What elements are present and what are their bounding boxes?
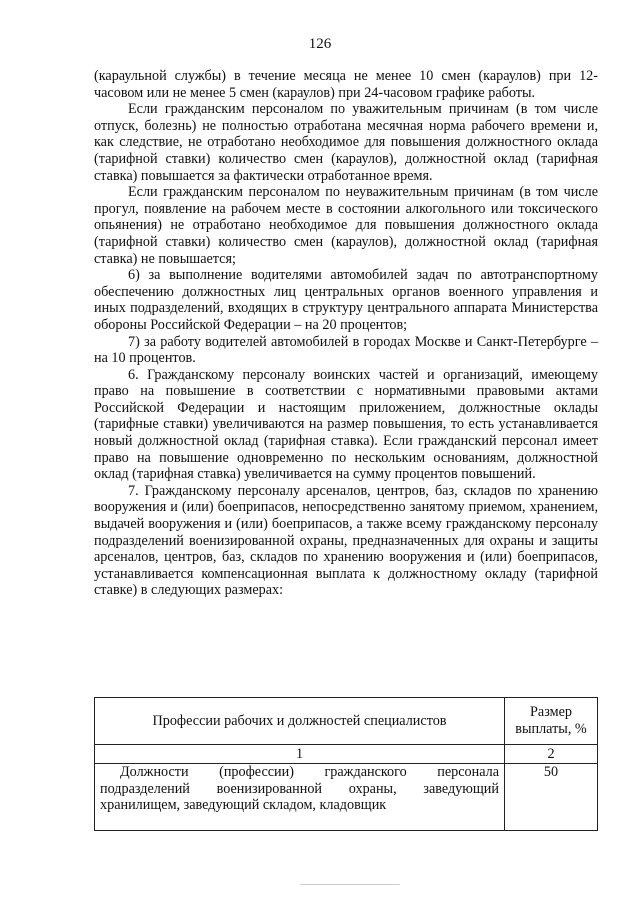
row-size: 50 [505, 764, 598, 831]
paragraph-item-6-drivers: 6) за выполнение водителями автомобилей задач по автотранспортному обеспечению должностных лиц центральных органов военного управления и иных подразделений, входящих в структуру центрального аппарата Министерства обороны Российской Федерации – на 20 процентов; [94, 267, 598, 333]
paragraph-continuation: (караульной службы) в течение месяца не менее 10 смен (караулов) при 12-часовом или не менее 5 смен (караулов) при 24-часовом графике работы. [94, 68, 598, 101]
paragraph-item-7-drivers-cities: 7) за работу водителей автомобилей в городах Москве и Санкт-Петербурге – на 10 процентов. [94, 333, 598, 367]
page-number: 126 [308, 36, 332, 52]
column-number-1: 1 [95, 745, 505, 764]
header-profession: Профессии рабочих и должностей специалистов [95, 698, 505, 745]
table-header-row [95, 698, 598, 745]
paragraph-section-6: 6. Гражданскому персоналу воинских частей и организаций, имеющему право на повышение в соответствии с нормативными правовыми актами Российской Федерации и настоящим приложением, должностные оклады (тарифные ставки) увеличиваются на размер повышения, то есть устанавливается новый должностной оклад (тарифная ставка). Если гражданский персонал имеет право на повышение одновременно по нескольким основаниям, должностной оклад (тарифная ставка) увеличивается на сумму процентов повышений. [94, 366, 598, 483]
row-profession: Должности (профессии) гражданского персонала подразделений военизированной охраны, заведующий хранилищем, заведующий складом, кладовщик [95, 764, 505, 831]
table-column-numbers-row [95, 745, 598, 764]
paragraph-invalid-reasons: Если гражданским персоналом по неуважительным причинам (в том числе прогул, появление на рабочем месте в состоянии алкогольного или токсического опьянения) не отработано необходимое для повышения должностного оклада (тарифной ставки) количество смен (караулов), должностной оклад (тарифная ставка) не повышается; [94, 184, 598, 267]
compensation-table [94, 697, 598, 831]
paragraph-section-7: 7. Гражданскому персоналу арсеналов, центров, баз, складов по хранению вооружения и (или) боеприпасов, непосредственно занятому приемом, хранением, выдачей вооружения и (или) боеприпасов, а также всему гражданскому персоналу подразделений военизированной охраны, предназначенных для охраны и защиты арсеналов, центров, баз, складов по хранению вооружения и (или) боеприпасов, устанавливается компенсационная выплата к должностному окладу (тарифной ставке) в следующих размерах: [94, 482, 598, 599]
document-body [94, 68, 598, 599]
table-row [95, 764, 598, 831]
paragraph-valid-reasons: Если гражданским персоналом по уважительным причинам (в том числе отпуск, болезнь) не полностью отработана месячная норма рабочего времени и, как следствие, не отработано необходимое для повышения должностного оклада (тарифной ставки) количество смен (караулов), должностной оклад (тарифная ставка) повышается за фактически отработанное время. [94, 101, 598, 184]
header-size: Размер выплаты, % [505, 698, 598, 745]
scan-artifact-line [300, 884, 400, 885]
column-number-2: 2 [505, 745, 598, 764]
